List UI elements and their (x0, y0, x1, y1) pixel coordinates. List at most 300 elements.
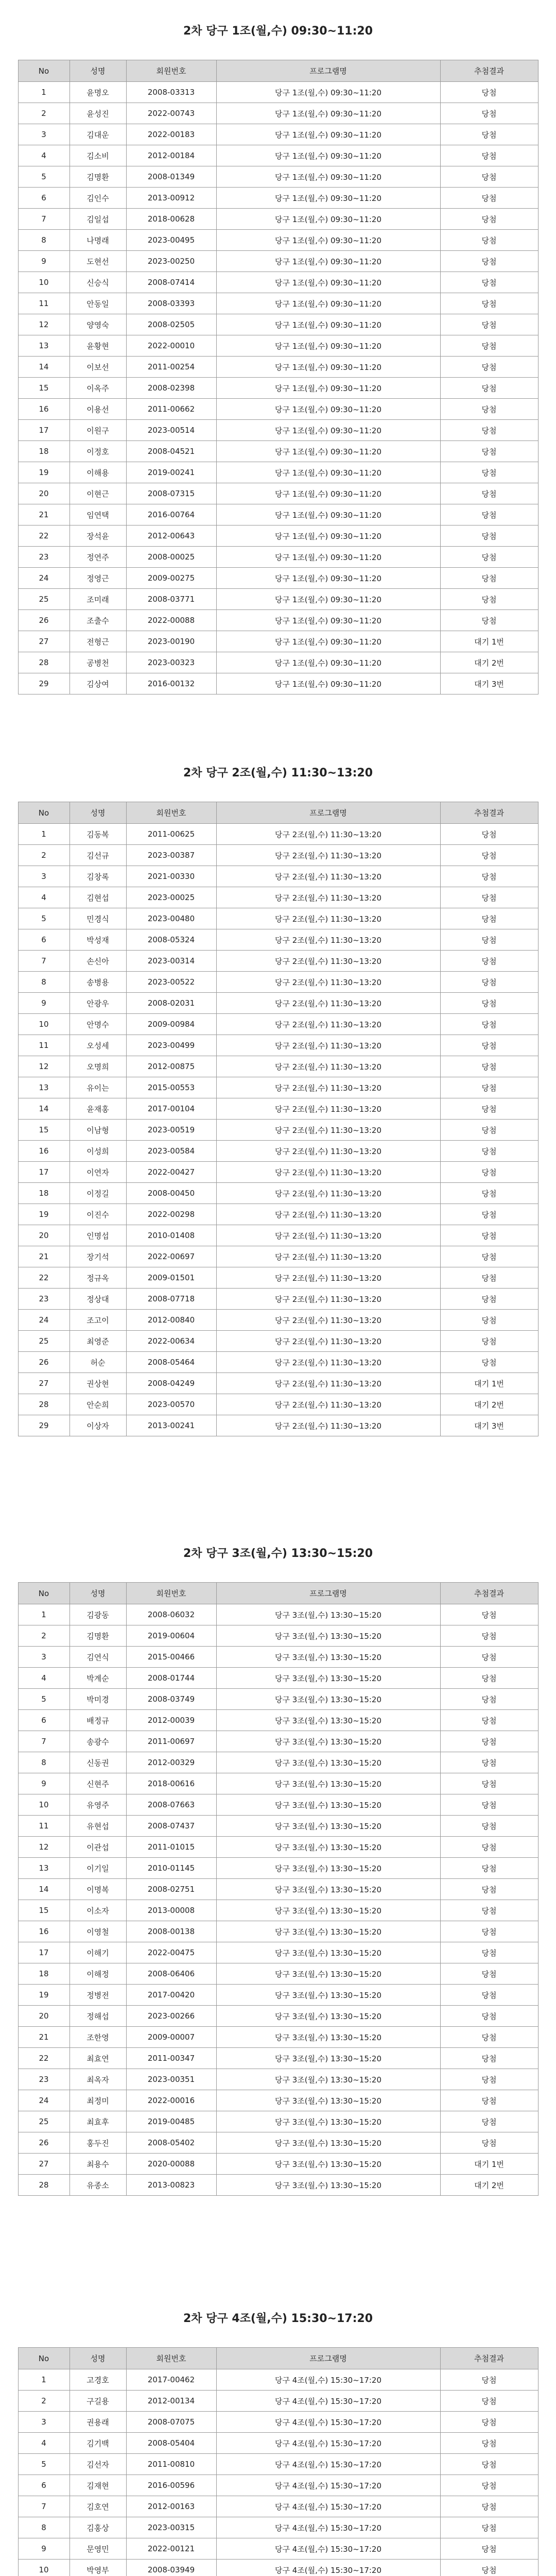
cell-program: 당구 2조(월,수) 11:30~13:20 (216, 1183, 440, 1204)
table-row (18, 124, 538, 145)
table-row (18, 441, 538, 462)
table-row (18, 1352, 538, 1373)
cell-name: 이명복 (70, 1879, 126, 1900)
cell-no: 16 (18, 399, 70, 420)
cell-name: 이소자 (70, 1900, 126, 1921)
cell-result: 당첨 (440, 1900, 538, 1921)
table-row (18, 1246, 538, 1267)
table-row (18, 547, 538, 568)
cell-member-id: 2021-00330 (126, 866, 216, 887)
cell-name: 안광우 (70, 993, 126, 1014)
table-row (18, 272, 538, 293)
cell-result: 당첨 (440, 908, 538, 929)
cell-no: 8 (18, 972, 70, 993)
cell-member-id: 2010-01408 (126, 1225, 216, 1246)
cell-program: 당구 1조(월,수) 09:30~11:20 (216, 293, 440, 314)
cell-member-id: 2012-00643 (126, 526, 216, 547)
cell-no: 5 (18, 1689, 70, 1710)
cell-result: 당첨 (440, 1120, 538, 1141)
cell-result: 당첨 (440, 1267, 538, 1289)
cell-program: 당구 3조(월,수) 13:30~15:20 (216, 2069, 440, 2090)
cell-name: 구길용 (70, 2391, 126, 2412)
cell-result: 대기 1번 (440, 2154, 538, 2175)
cell-no: 17 (18, 1942, 70, 1963)
cell-no: 26 (18, 610, 70, 631)
cell-result: 당첨 (440, 272, 538, 293)
cell-result: 당첨 (440, 1668, 538, 1689)
cell-result: 당첨 (440, 1098, 538, 1120)
cell-no: 2 (18, 2391, 70, 2412)
cell-name: 김광동 (70, 1604, 126, 1625)
cell-result: 당첨 (440, 1647, 538, 1668)
cell-program: 당구 1조(월,수) 09:30~11:20 (216, 272, 440, 293)
cell-member-id: 2022-00010 (126, 335, 216, 357)
cell-result: 당첨 (440, 1183, 538, 1204)
cell-name: 윤재홍 (70, 1098, 126, 1120)
table-row (18, 1689, 538, 1710)
cell-member-id: 2023-00570 (126, 1394, 216, 1415)
cell-result: 당첨 (440, 2433, 538, 2454)
cell-member-id: 2008-06032 (126, 1604, 216, 1625)
cell-result: 당첨 (440, 1985, 538, 2006)
cell-result: 당첨 (440, 1331, 538, 1352)
section-title: 2차 당구 4조(월,수) 15:30~17:20 (183, 2312, 373, 2325)
table-row (18, 166, 538, 188)
cell-no: 20 (18, 2006, 70, 2027)
cell-result: 당첨 (440, 1141, 538, 1162)
cell-member-id: 2008-07718 (126, 1289, 216, 1310)
table-row (18, 1985, 538, 2006)
cell-name: 이영철 (70, 1921, 126, 1942)
cell-member-id: 2016-00764 (126, 504, 216, 526)
cell-program: 당구 4조(월,수) 15:30~17:20 (216, 2538, 440, 2560)
cell-program: 당구 3조(월,수) 13:30~15:20 (216, 1647, 440, 1668)
cell-member-id: 2023-00387 (126, 845, 216, 866)
cell-result: 당첨 (440, 462, 538, 483)
cell-result: 당첨 (440, 1310, 538, 1331)
table-row (18, 1731, 538, 1752)
cell-result: 당첨 (440, 568, 538, 589)
cell-member-id: 2022-00427 (126, 1162, 216, 1183)
cell-no: 3 (18, 1647, 70, 1668)
cell-member-id: 2019-00241 (126, 462, 216, 483)
cell-no: 3 (18, 124, 70, 145)
roster-section (0, 1522, 556, 2196)
cell-program: 당구 1조(월,수) 09:30~11:20 (216, 357, 440, 378)
table-row (18, 887, 538, 908)
column-header-name: 성명 (70, 1583, 126, 1604)
cell-member-id: 2019-00604 (126, 1625, 216, 1647)
cell-member-id: 2023-00495 (126, 230, 216, 251)
cell-result: 대기 1번 (440, 631, 538, 652)
table-row (18, 866, 538, 887)
cell-program: 당구 2조(월,수) 11:30~13:20 (216, 951, 440, 972)
column-header-member-id: 회원번호 (126, 1583, 216, 1604)
cell-program: 당구 2조(월,수) 11:30~13:20 (216, 1014, 440, 1035)
cell-name: 최영준 (70, 1331, 126, 1352)
cell-result: 당첨 (440, 145, 538, 166)
cell-result: 당첨 (440, 335, 538, 357)
table-row (18, 1373, 538, 1394)
cell-name: 윤성진 (70, 103, 126, 124)
table-row (18, 1900, 538, 1921)
cell-result: 당첨 (440, 1963, 538, 1985)
cell-result: 당첨 (440, 951, 538, 972)
cell-name: 공병천 (70, 652, 126, 673)
cell-result: 당첨 (440, 1858, 538, 1879)
cell-no: 22 (18, 526, 70, 547)
cell-program: 당구 3조(월,수) 13:30~15:20 (216, 1794, 440, 1816)
cell-result: 당첨 (440, 1921, 538, 1942)
cell-program: 당구 4조(월,수) 15:30~17:20 (216, 2412, 440, 2433)
column-header-no: No (18, 1583, 70, 1604)
column-header-result: 추첨결과 (440, 60, 538, 82)
cell-program: 당구 2조(월,수) 11:30~13:20 (216, 1394, 440, 1415)
cell-result: 당첨 (440, 82, 538, 103)
cell-member-id: 2023-00250 (126, 251, 216, 272)
cell-result: 대기 3번 (440, 1415, 538, 1436)
table-row (18, 1921, 538, 1942)
table-row (18, 1963, 538, 1985)
table-row (18, 1225, 538, 1246)
cell-no: 18 (18, 1963, 70, 1985)
cell-program: 당구 2조(월,수) 11:30~13:20 (216, 866, 440, 887)
cell-no: 6 (18, 2475, 70, 2496)
column-header-no: No (18, 60, 70, 82)
cell-program: 당구 1조(월,수) 09:30~11:20 (216, 462, 440, 483)
cell-result: 당첨 (440, 1162, 538, 1183)
cell-member-id: 2023-00519 (126, 1120, 216, 1141)
cell-result: 당첨 (440, 1773, 538, 1794)
table-row (18, 293, 538, 314)
cell-member-id: 2008-07075 (126, 2412, 216, 2433)
cell-member-id: 2009-00275 (126, 568, 216, 589)
cell-result: 당첨 (440, 887, 538, 908)
cell-result: 당첨 (440, 2369, 538, 2391)
cell-result: 당첨 (440, 2517, 538, 2538)
table-row (18, 335, 538, 357)
cell-member-id: 2013-00008 (126, 1900, 216, 1921)
cell-no: 13 (18, 1077, 70, 1098)
cell-result: 당첨 (440, 124, 538, 145)
cell-program: 당구 3조(월,수) 13:30~15:20 (216, 1900, 440, 1921)
cell-program: 당구 2조(월,수) 11:30~13:20 (216, 1373, 440, 1394)
cell-result: 당첨 (440, 2454, 538, 2475)
cell-result: 당첨 (440, 1014, 538, 1035)
cell-result: 당첨 (440, 1352, 538, 1373)
cell-no: 10 (18, 1014, 70, 1035)
cell-result: 당첨 (440, 1731, 538, 1752)
cell-program: 당구 4조(월,수) 15:30~17:20 (216, 2496, 440, 2517)
cell-name: 이진수 (70, 1204, 126, 1225)
cell-member-id: 2008-00025 (126, 547, 216, 568)
cell-name: 이해기 (70, 1942, 126, 1963)
cell-name: 이옥주 (70, 378, 126, 399)
roster-section (0, 0, 556, 694)
cell-program: 당구 3조(월,수) 13:30~15:20 (216, 1668, 440, 1689)
table-row (18, 2475, 538, 2496)
table-row (18, 972, 538, 993)
cell-name: 김선자 (70, 2454, 126, 2475)
table-row (18, 399, 538, 420)
cell-member-id: 2022-00088 (126, 610, 216, 631)
cell-member-id: 2011-00254 (126, 357, 216, 378)
cell-name: 안명수 (70, 1014, 126, 1035)
cell-no: 14 (18, 1879, 70, 1900)
table-row (18, 2454, 538, 2475)
roster-table (18, 60, 538, 694)
cell-name: 이연자 (70, 1162, 126, 1183)
cell-result: 당첨 (440, 399, 538, 420)
column-header-name: 성명 (70, 60, 126, 82)
cell-no: 13 (18, 1858, 70, 1879)
cell-member-id: 2011-00347 (126, 2048, 216, 2069)
cell-member-id: 2012-00163 (126, 2496, 216, 2517)
cell-program: 당구 1조(월,수) 09:30~11:20 (216, 335, 440, 357)
roster-table (18, 1582, 538, 2196)
column-header-result: 추첨결과 (440, 1583, 538, 1604)
cell-member-id: 2023-00025 (126, 887, 216, 908)
cell-name: 권용래 (70, 2412, 126, 2433)
cell-member-id: 2023-00315 (126, 2517, 216, 2538)
table-row (18, 993, 538, 1014)
cell-program: 당구 1조(월,수) 09:30~11:20 (216, 399, 440, 420)
cell-name: 김호연 (70, 2496, 126, 2517)
cell-name: 이원구 (70, 420, 126, 441)
cell-program: 당구 2조(월,수) 11:30~13:20 (216, 887, 440, 908)
table-row (18, 1668, 538, 1689)
cell-no: 26 (18, 1352, 70, 1373)
cell-member-id: 2008-05464 (126, 1352, 216, 1373)
cell-member-id: 2015-00466 (126, 1647, 216, 1668)
cell-program: 당구 3조(월,수) 13:30~15:20 (216, 1689, 440, 1710)
cell-result: 당첨 (440, 1289, 538, 1310)
cell-program: 당구 1조(월,수) 09:30~11:20 (216, 483, 440, 504)
table-row (18, 673, 538, 694)
cell-name: 김현섭 (70, 887, 126, 908)
cell-name: 송광수 (70, 1731, 126, 1752)
table-row (18, 2391, 538, 2412)
cell-no: 11 (18, 293, 70, 314)
cell-name: 홍두진 (70, 2132, 126, 2154)
cell-program: 당구 3조(월,수) 13:30~15:20 (216, 2006, 440, 2027)
cell-no: 1 (18, 1604, 70, 1625)
cell-member-id: 2008-07414 (126, 272, 216, 293)
table-row (18, 2090, 538, 2111)
cell-name: 김홍상 (70, 2517, 126, 2538)
cell-no: 18 (18, 1183, 70, 1204)
roster-table (18, 802, 538, 1436)
cell-name: 최옥자 (70, 2069, 126, 2090)
cell-name: 이용선 (70, 399, 126, 420)
cell-no: 5 (18, 2454, 70, 2475)
table-row (18, 1752, 538, 1773)
section-title: 2차 당구 3조(월,수) 13:30~15:20 (183, 1547, 373, 1560)
column-header-name: 성명 (70, 802, 126, 824)
table-row (18, 2369, 538, 2391)
cell-no: 8 (18, 2517, 70, 2538)
cell-result: 당첨 (440, 1077, 538, 1098)
cell-program: 당구 2조(월,수) 11:30~13:20 (216, 1289, 440, 1310)
cell-no: 17 (18, 1162, 70, 1183)
cell-member-id: 2008-01744 (126, 1668, 216, 1689)
table-row (18, 2496, 538, 2517)
cell-no: 12 (18, 314, 70, 335)
cell-name: 김연식 (70, 1647, 126, 1668)
cell-name: 최효후 (70, 2111, 126, 2132)
cell-result: 당첨 (440, 610, 538, 631)
cell-result: 당첨 (440, 103, 538, 124)
cell-no: 16 (18, 1921, 70, 1942)
cell-program: 당구 1조(월,수) 09:30~11:20 (216, 314, 440, 335)
cell-program: 당구 1조(월,수) 09:30~11:20 (216, 631, 440, 652)
cell-no: 1 (18, 82, 70, 103)
cell-member-id: 2011-00697 (126, 1731, 216, 1752)
cell-member-id: 2022-00697 (126, 1246, 216, 1267)
cell-program: 당구 2조(월,수) 11:30~13:20 (216, 908, 440, 929)
cell-program: 당구 3조(월,수) 13:30~15:20 (216, 2154, 440, 2175)
table-row (18, 1120, 538, 1141)
table-row (18, 568, 538, 589)
cell-member-id: 2008-03393 (126, 293, 216, 314)
cell-program: 당구 2조(월,수) 11:30~13:20 (216, 1415, 440, 1436)
cell-program: 당구 3조(월,수) 13:30~15:20 (216, 2048, 440, 2069)
cell-member-id: 2008-02031 (126, 993, 216, 1014)
cell-no: 4 (18, 887, 70, 908)
cell-member-id: 2022-00475 (126, 1942, 216, 1963)
cell-no: 19 (18, 1985, 70, 2006)
table-row (18, 1098, 538, 1120)
cell-no: 6 (18, 929, 70, 951)
cell-member-id: 2023-00351 (126, 2069, 216, 2090)
cell-result: 당첨 (440, 2391, 538, 2412)
cell-no: 7 (18, 951, 70, 972)
cell-name: 유이는 (70, 1077, 126, 1098)
cell-result: 당첨 (440, 1604, 538, 1625)
cell-result: 당첨 (440, 230, 538, 251)
column-header-program: 프로그램명 (216, 60, 440, 82)
cell-no: 3 (18, 2412, 70, 2433)
cell-no: 12 (18, 1837, 70, 1858)
cell-result: 당첨 (440, 1625, 538, 1647)
table-row (18, 1942, 538, 1963)
table-row (18, 1415, 538, 1436)
cell-no: 23 (18, 1289, 70, 1310)
cell-no: 4 (18, 1668, 70, 1689)
cell-member-id: 2013-00823 (126, 2175, 216, 2196)
cell-program: 당구 2조(월,수) 11:30~13:20 (216, 1204, 440, 1225)
table-row (18, 103, 538, 124)
cell-name: 신동권 (70, 1752, 126, 1773)
column-header-program: 프로그램명 (216, 2348, 440, 2369)
cell-result: 당첨 (440, 1942, 538, 1963)
cell-name: 신현주 (70, 1773, 126, 1794)
cell-program: 당구 3조(월,수) 13:30~15:20 (216, 1773, 440, 1794)
cell-name: 안순희 (70, 1394, 126, 1415)
table-row (18, 589, 538, 610)
cell-no: 2 (18, 1625, 70, 1647)
cell-member-id: 2016-00132 (126, 673, 216, 694)
table-header-row (18, 60, 538, 82)
cell-program: 당구 1조(월,수) 09:30~11:20 (216, 188, 440, 209)
table-row (18, 2048, 538, 2069)
cell-name: 김선규 (70, 845, 126, 866)
table-row (18, 462, 538, 483)
cell-member-id: 2022-00298 (126, 1204, 216, 1225)
table-row (18, 2412, 538, 2433)
cell-program: 당구 4조(월,수) 15:30~17:20 (216, 2433, 440, 2454)
table-row (18, 1879, 538, 1900)
cell-name: 도현선 (70, 251, 126, 272)
cell-member-id: 2008-04249 (126, 1373, 216, 1394)
section-title: 2차 당구 1조(월,수) 09:30~11:20 (183, 25, 373, 38)
cell-program: 당구 2조(월,수) 11:30~13:20 (216, 1331, 440, 1352)
cell-name: 박미경 (70, 1689, 126, 1710)
table-row (18, 2132, 538, 2154)
cell-name: 정병전 (70, 1985, 126, 2006)
cell-no: 14 (18, 357, 70, 378)
cell-member-id: 2008-07437 (126, 1816, 216, 1837)
cell-member-id: 2008-03749 (126, 1689, 216, 1710)
cell-member-id: 2015-00553 (126, 1077, 216, 1098)
cell-name: 정규옥 (70, 1267, 126, 1289)
cell-name: 장석윤 (70, 526, 126, 547)
table-row (18, 1204, 538, 1225)
table-row (18, 2027, 538, 2048)
cell-name: 조미래 (70, 589, 126, 610)
cell-no: 8 (18, 1752, 70, 1773)
cell-name: 이보선 (70, 357, 126, 378)
table-row (18, 2154, 538, 2175)
cell-no: 21 (18, 1246, 70, 1267)
cell-name: 김동복 (70, 824, 126, 845)
cell-no: 29 (18, 673, 70, 694)
cell-no: 5 (18, 908, 70, 929)
cell-no: 2 (18, 845, 70, 866)
table-header-row (18, 2348, 538, 2369)
column-header-member-id: 회원번호 (126, 802, 216, 824)
cell-member-id: 2023-00514 (126, 420, 216, 441)
cell-name: 김소비 (70, 145, 126, 166)
cell-result: 당첨 (440, 357, 538, 378)
cell-no: 19 (18, 462, 70, 483)
column-header-program: 프로그램명 (216, 802, 440, 824)
cell-name: 이성희 (70, 1141, 126, 1162)
cell-result: 대기 2번 (440, 2175, 538, 2196)
cell-member-id: 2008-02751 (126, 1879, 216, 1900)
cell-name: 신승식 (70, 272, 126, 293)
table-row (18, 1604, 538, 1625)
cell-member-id: 2008-05404 (126, 2433, 216, 2454)
cell-no: 28 (18, 652, 70, 673)
cell-member-id: 2020-00088 (126, 2154, 216, 2175)
table-row (18, 357, 538, 378)
cell-no: 10 (18, 1794, 70, 1816)
table-row (18, 230, 538, 251)
cell-name: 송병용 (70, 972, 126, 993)
cell-member-id: 2008-07315 (126, 483, 216, 504)
cell-name: 문영민 (70, 2538, 126, 2560)
table-row (18, 929, 538, 951)
cell-name: 이기일 (70, 1858, 126, 1879)
cell-program: 당구 1조(월,수) 09:30~11:20 (216, 230, 440, 251)
table-row (18, 1183, 538, 1204)
cell-name: 장기석 (70, 1246, 126, 1267)
cell-program: 당구 1조(월,수) 09:30~11:20 (216, 166, 440, 188)
cell-result: 당첨 (440, 526, 538, 547)
cell-program: 당구 2조(월,수) 11:30~13:20 (216, 1246, 440, 1267)
column-header-no: No (18, 2348, 70, 2369)
